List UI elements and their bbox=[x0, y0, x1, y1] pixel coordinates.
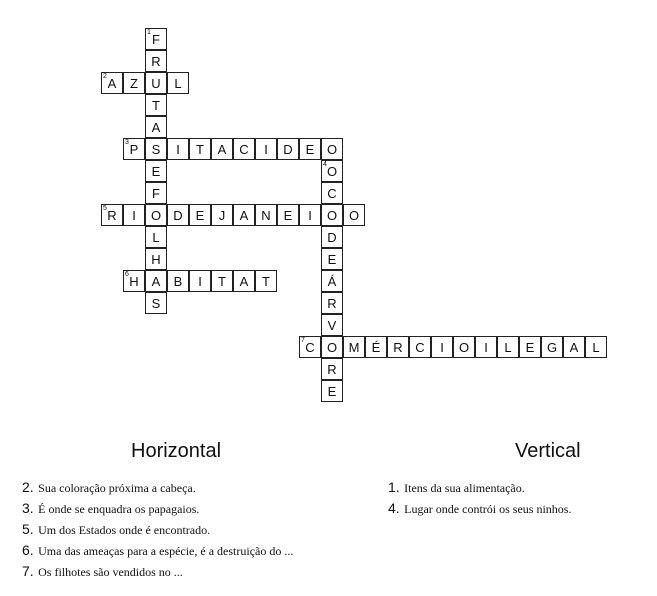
clue-horizontal-6 bbox=[22, 541, 293, 562]
cell-letter: C bbox=[239, 142, 249, 157]
crossword-cell[interactable] bbox=[475, 336, 497, 358]
cell-letter: E bbox=[151, 164, 161, 179]
crossword-cell[interactable] bbox=[365, 336, 387, 358]
crossword-cell[interactable] bbox=[541, 336, 563, 358]
cell-letter: G bbox=[546, 340, 558, 355]
cell-letter: L bbox=[174, 76, 182, 91]
cell-number: 6 bbox=[125, 271, 129, 278]
cell-letter: O bbox=[458, 340, 470, 355]
crossword-cell[interactable] bbox=[145, 116, 167, 138]
cell-number: 1 bbox=[147, 29, 151, 36]
clue-vertical-4 bbox=[388, 499, 571, 520]
cell-letter: Z bbox=[130, 76, 138, 91]
cell-letter: E bbox=[525, 340, 535, 355]
crossword-cell[interactable] bbox=[123, 72, 145, 94]
crossword-cell[interactable] bbox=[299, 138, 321, 160]
clue-number: 6. bbox=[22, 542, 34, 558]
cell-letter: E bbox=[283, 208, 293, 223]
crossword-cell[interactable] bbox=[321, 226, 343, 248]
crossword-cell[interactable] bbox=[145, 182, 167, 204]
clue-horizontal-3 bbox=[22, 499, 293, 520]
cell-letter: I bbox=[308, 208, 312, 223]
cell-letter: O bbox=[326, 208, 338, 223]
cell-letter: D bbox=[327, 230, 337, 245]
cell-number: 5 bbox=[103, 205, 107, 212]
cell-letter: I bbox=[264, 142, 268, 157]
crossword-cell[interactable] bbox=[101, 72, 123, 94]
cell-letter: I bbox=[132, 208, 136, 223]
cell-letter: J bbox=[218, 208, 226, 223]
cell-letter: H bbox=[129, 274, 139, 289]
crossword-cell[interactable] bbox=[255, 138, 277, 160]
cell-letter: I bbox=[198, 274, 202, 289]
cell-letter: L bbox=[504, 340, 512, 355]
cell-letter: F bbox=[152, 186, 160, 201]
crossword-cell[interactable] bbox=[145, 72, 167, 94]
cell-letter: O bbox=[348, 208, 360, 223]
cell-letter: T bbox=[262, 274, 270, 289]
crossword-cell[interactable] bbox=[233, 270, 255, 292]
cell-letter: C bbox=[415, 340, 425, 355]
vertical-clue-list bbox=[388, 478, 571, 520]
cell-letter: R bbox=[327, 296, 337, 311]
crossword-cell[interactable] bbox=[321, 358, 343, 380]
cell-letter: M bbox=[348, 340, 360, 355]
cell-letter: O bbox=[326, 164, 338, 179]
crossword-cell[interactable] bbox=[321, 380, 343, 402]
cell-letter: A bbox=[151, 120, 161, 135]
crossword-cell[interactable] bbox=[431, 336, 453, 358]
clue-horizontal-2 bbox=[22, 478, 293, 499]
horizontal-heading: Horizontal bbox=[131, 440, 222, 462]
cell-letter: U bbox=[151, 76, 161, 91]
crossword-cell[interactable] bbox=[255, 204, 277, 226]
cell-letter: R bbox=[393, 340, 403, 355]
cell-letter: I bbox=[484, 340, 488, 355]
clue-number: 5. bbox=[22, 521, 34, 537]
crossword-cell[interactable] bbox=[211, 204, 233, 226]
cell-letter: I bbox=[176, 142, 180, 157]
crossword-cell[interactable] bbox=[387, 336, 409, 358]
cell-number: 4 bbox=[323, 161, 327, 168]
crossword-cell[interactable] bbox=[321, 204, 343, 226]
crossword-cell[interactable] bbox=[167, 72, 189, 94]
cell-letter: A bbox=[217, 142, 227, 157]
crossword-cell[interactable] bbox=[167, 270, 189, 292]
crossword-cell[interactable] bbox=[189, 270, 211, 292]
crossword-cell[interactable] bbox=[233, 204, 255, 226]
crossword-cell[interactable] bbox=[189, 204, 211, 226]
crossword-cell[interactable] bbox=[233, 138, 255, 160]
cell-letter: N bbox=[261, 208, 271, 223]
crossword-cell[interactable] bbox=[321, 292, 343, 314]
crossword-cell[interactable] bbox=[585, 336, 607, 358]
cell-letter: S bbox=[151, 142, 161, 157]
cell-letter: E bbox=[327, 252, 337, 267]
clue-horizontal-5 bbox=[22, 520, 293, 541]
cell-letter: R bbox=[107, 208, 117, 223]
crossword-cell[interactable] bbox=[277, 138, 299, 160]
crossword-cell[interactable] bbox=[211, 138, 233, 160]
cell-letter: D bbox=[173, 208, 183, 223]
clue-number: 7. bbox=[22, 563, 34, 579]
clue-text: Itens da sua alimentação. bbox=[404, 481, 525, 495]
crossword-cell[interactable] bbox=[321, 336, 343, 358]
cell-letter: E bbox=[327, 384, 337, 399]
crossword-cell[interactable] bbox=[321, 182, 343, 204]
crossword-cell[interactable] bbox=[519, 336, 541, 358]
crossword-cell[interactable] bbox=[145, 270, 167, 292]
clue-text: Lugar onde contrói os seus ninhos. bbox=[404, 502, 572, 516]
cell-letter: R bbox=[151, 54, 161, 69]
crossword-cell[interactable] bbox=[145, 226, 167, 248]
cell-letter: A bbox=[569, 340, 579, 355]
clue-number: 3. bbox=[22, 500, 34, 516]
crossword-cell[interactable] bbox=[321, 248, 343, 270]
horizontal-clue-list bbox=[22, 478, 293, 583]
crossword-cell[interactable] bbox=[167, 138, 189, 160]
cell-letter: E bbox=[305, 142, 315, 157]
cell-letter: A bbox=[239, 274, 249, 289]
cell-number: 7 bbox=[301, 337, 305, 344]
crossword-cell[interactable] bbox=[343, 204, 365, 226]
cell-letter: É bbox=[371, 340, 381, 355]
cell-letter: E bbox=[195, 208, 205, 223]
crossword-cell[interactable] bbox=[145, 160, 167, 182]
crossword-cell[interactable] bbox=[453, 336, 475, 358]
clue-text: Um dos Estados onde é encontrado. bbox=[38, 523, 211, 537]
crossword-cell[interactable] bbox=[321, 314, 343, 336]
crossword-cell[interactable] bbox=[145, 28, 167, 50]
crossword-cell[interactable] bbox=[211, 270, 233, 292]
cell-letter: C bbox=[327, 186, 337, 201]
crossword-cell[interactable] bbox=[189, 138, 211, 160]
cell-letter: L bbox=[152, 230, 160, 245]
clue-number: 2. bbox=[22, 479, 34, 495]
crossword-cell[interactable] bbox=[145, 292, 167, 314]
crossword-cell[interactable] bbox=[563, 336, 585, 358]
cell-letter: A bbox=[239, 208, 249, 223]
cell-letter: P bbox=[129, 142, 139, 157]
crossword-cell[interactable] bbox=[409, 336, 431, 358]
cell-letter: S bbox=[151, 296, 161, 311]
cell-letter: R bbox=[327, 362, 337, 377]
cell-letter: C bbox=[305, 340, 315, 355]
cell-letter: L bbox=[592, 340, 600, 355]
crossword-cell[interactable] bbox=[123, 138, 145, 160]
cell-letter: I bbox=[440, 340, 444, 355]
clue-text: Uma das ameaças para a espécie, é a destruição do ... bbox=[38, 544, 294, 558]
crossword-cell[interactable] bbox=[145, 138, 167, 160]
crossword-cell[interactable] bbox=[123, 270, 145, 292]
crossword-cell[interactable] bbox=[321, 160, 343, 182]
cell-letter: B bbox=[173, 274, 183, 289]
cell-letter: T bbox=[152, 98, 160, 113]
cell-number: 2 bbox=[103, 73, 107, 80]
clue-number: 4. bbox=[388, 500, 400, 516]
crossword-cell[interactable] bbox=[145, 248, 167, 270]
crossword-cell[interactable] bbox=[123, 204, 145, 226]
crossword-cell[interactable] bbox=[321, 270, 343, 292]
cell-letter: Á bbox=[327, 274, 337, 289]
vertical-heading: Vertical bbox=[515, 440, 581, 462]
crossword-cell[interactable] bbox=[321, 138, 343, 160]
cell-letter: A bbox=[151, 274, 161, 289]
cell-letter: V bbox=[327, 318, 337, 333]
cell-letter: O bbox=[326, 340, 338, 355]
clue-number: 1. bbox=[388, 479, 400, 495]
cell-letter: O bbox=[326, 142, 338, 157]
crossword-cell[interactable] bbox=[145, 94, 167, 116]
cell-letter: D bbox=[283, 142, 293, 157]
clue-text: É onde se enquadra os papagaios. bbox=[38, 502, 200, 516]
cell-letter: F bbox=[152, 32, 160, 47]
crossword-cell[interactable] bbox=[343, 336, 365, 358]
crossword-cell[interactable] bbox=[299, 336, 321, 358]
crossword-cell[interactable] bbox=[497, 336, 519, 358]
cell-letter: T bbox=[196, 142, 204, 157]
cell-letter: O bbox=[150, 208, 162, 223]
cell-letter: T bbox=[218, 274, 226, 289]
clue-text: Sua coloração próxima a cabeça. bbox=[38, 481, 196, 495]
clue-horizontal-7 bbox=[22, 562, 293, 583]
crossword-cell[interactable] bbox=[277, 204, 299, 226]
crossword-cell[interactable] bbox=[145, 204, 167, 226]
crossword-cell[interactable] bbox=[145, 50, 167, 72]
cell-number: 3 bbox=[125, 139, 129, 146]
crossword-cell[interactable] bbox=[167, 204, 189, 226]
crossword-cell[interactable] bbox=[255, 270, 277, 292]
clue-text: Os filhotes são vendidos no ... bbox=[38, 565, 183, 579]
cell-letter: H bbox=[151, 252, 161, 267]
cell-letter: A bbox=[107, 76, 117, 91]
crossword-cell[interactable] bbox=[101, 204, 123, 226]
clue-vertical-1 bbox=[388, 478, 571, 499]
crossword-cell[interactable] bbox=[299, 204, 321, 226]
